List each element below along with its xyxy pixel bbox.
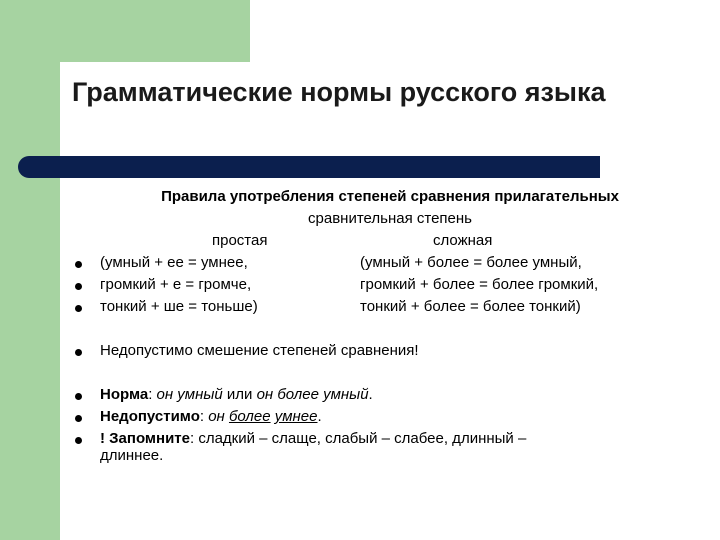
simple-heading: простая	[212, 232, 268, 249]
remember-label: ! Запомните	[100, 430, 190, 447]
norm-example-2: он более умный	[256, 386, 369, 403]
not-allowed-pre: он	[208, 408, 229, 425]
remember-text: : сладкий – слаще, слабый – слабее, длинный –	[190, 430, 527, 447]
comparative-heading: сравнительная степень	[308, 210, 472, 227]
compound-heading: сложная	[433, 232, 493, 249]
bullet-icon	[75, 437, 82, 444]
bullet-icon	[75, 349, 82, 356]
bullet-icon	[75, 305, 82, 312]
example-compound-3: тонкий + более = более тонкий)	[360, 298, 581, 315]
example-simple-1: (умный + ее = умнее,	[100, 254, 248, 271]
example-simple-2: громкий + е = громче,	[100, 276, 252, 293]
not-allowed-word-1: более	[228, 408, 271, 425]
rules-heading: Правила употребления степеней сравнения прилагательных	[161, 188, 619, 205]
norm-end: .	[368, 386, 373, 403]
mixing-warning: Недопустимо смешение степеней сравнения!	[100, 342, 419, 359]
not-allowed-end: .	[317, 408, 322, 425]
bullet-icon	[75, 283, 82, 290]
bullet-icon	[75, 415, 82, 422]
not-allowed-word-2: умнее	[274, 408, 318, 425]
slide-title: Грамматические нормы русского языка	[72, 77, 606, 107]
remember-text-cont: длиннее.	[100, 447, 164, 464]
not-allowed-label: Недопустимо	[100, 408, 200, 425]
example-compound-1: (умный + более = более умный,	[360, 254, 582, 271]
bullet-icon	[75, 393, 82, 400]
norm-example-1: он умный	[156, 386, 223, 403]
not-allowed-sep: :	[199, 408, 209, 425]
norm-sep: :	[148, 386, 157, 403]
example-compound-2: громкий + более = более громкий,	[360, 276, 599, 293]
bullet-icon	[75, 261, 82, 268]
norm-line	[100, 386, 373, 403]
norm-or: или	[222, 386, 257, 403]
not-allowed-line	[100, 408, 322, 425]
remember-line	[100, 430, 526, 447]
norm-label: Норма	[100, 386, 149, 403]
example-simple-3: тонкий + ше = тоньше)	[100, 298, 258, 315]
